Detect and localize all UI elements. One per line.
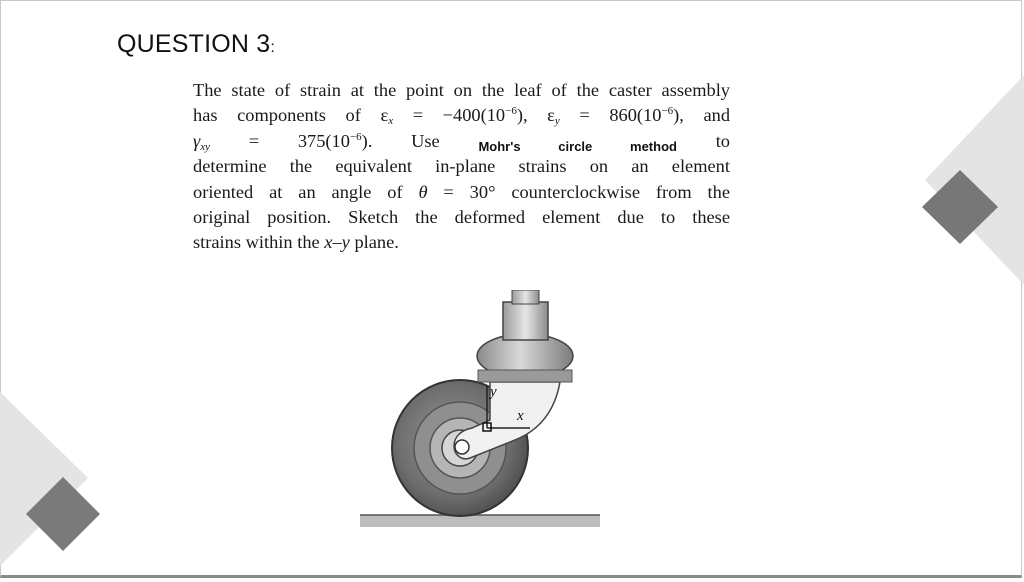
question-title: QUESTION 3 [117, 30, 271, 58]
plane-dash: – [332, 232, 342, 253]
housing-band [478, 370, 572, 382]
theta-symbol: θ [418, 181, 428, 202]
gamma-subscript: xy [200, 140, 211, 153]
question-heading [117, 30, 275, 59]
problem-line-1: The state of strain at the point on the leaf of the caster assembly [193, 80, 730, 100]
epsilon-y-value: = 860(10 [579, 105, 662, 126]
epsilon-x-close: ), [516, 105, 528, 126]
gamma-symbol: γ [193, 130, 201, 151]
epsilon-x-subscript: x [388, 115, 394, 128]
epsilon-y-exponent: −6 [661, 105, 674, 118]
problem-line-6: original position. Sketch the deformed element due to these [193, 206, 730, 227]
gamma-value: = 375(10 [248, 130, 350, 151]
deco-diamond-right-large [925, 75, 1024, 285]
plane-x: x [324, 232, 333, 253]
epsilon-x-exponent: −6 [505, 105, 517, 118]
problem-line-5 [193, 180, 730, 205]
caster-figure [350, 290, 610, 550]
ground [360, 515, 600, 527]
epsilon-y-subscript: y [554, 115, 560, 128]
line3-to: to [715, 130, 730, 151]
axle [455, 440, 469, 454]
shear-strain [193, 131, 440, 151]
strain-x [380, 105, 528, 128]
line5-prefix: oriented at an angle of [193, 181, 403, 202]
strain-y [547, 105, 731, 128]
line2-prefix: has components of [193, 105, 361, 126]
line7-prefix: strains within the [193, 232, 320, 253]
stem-neck [512, 290, 539, 304]
x-axis-label: x [517, 408, 524, 424]
problem-line-3 [193, 129, 730, 154]
problem-line-2 [193, 103, 730, 128]
epsilon-x-value: = −400(10 [412, 105, 506, 126]
line7-suffix: plane. [354, 232, 399, 253]
gamma-close: ). Use [361, 130, 440, 151]
epsilon-y-close: ), and [673, 105, 731, 126]
plane-y: y [341, 232, 350, 253]
gamma-exponent: −6 [349, 130, 362, 143]
problem-line-7 [193, 230, 730, 255]
line5-suffix: = 30° counterclockwise from the [443, 181, 730, 202]
y-axis-label: y [490, 384, 497, 400]
deco-diamond-left-large [0, 392, 88, 566]
epsilon-x-symbol: ε [380, 105, 389, 126]
stem [503, 302, 548, 340]
question-colon: : [270, 39, 276, 56]
problem-statement [193, 78, 730, 256]
epsilon-y-symbol: ε [547, 105, 555, 126]
problem-line-4: determine the equivalent in-plane strains on an element [193, 156, 730, 177]
mohr-circle-label: Mohr's circle method [478, 138, 677, 154]
